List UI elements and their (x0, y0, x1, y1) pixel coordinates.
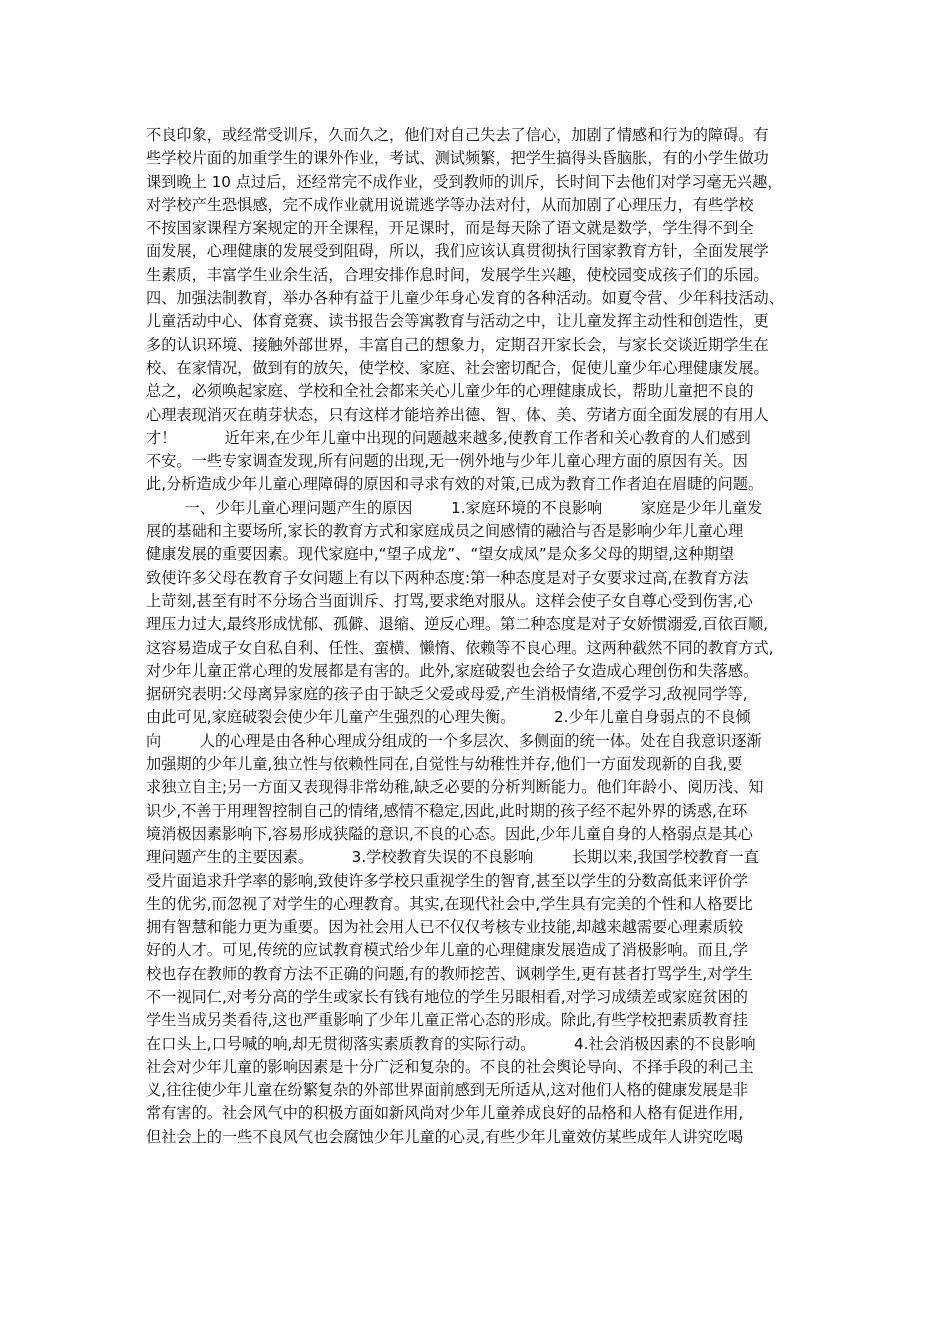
text-line: 此,分析造成少年儿童心理障碍的原因和寻求有效的对策,已成为教育工作者迫在眉睫的问题。 (146, 475, 764, 494)
text-line: 校也存在教师的教育方法不正确的问题,有的教师挖苦、讽刺学生,更有甚者打骂学生,对学生 (146, 964, 753, 983)
text-line: 健康发展的重要因素。现代家庭中,“望子成龙”、“望女成凤”是众多父母的期望,这种期望 (146, 545, 734, 564)
text-line: 加强期的少年儿童,独立性与依赖性同在,自觉性与幼稚性并存,他们一方面发现新的自我,要 (146, 755, 743, 774)
text-line: 心理表现消灭在萌芽状态，只有这样才能培养出德、智、体、美、劳诸方面全面发展的有用人 (146, 405, 769, 424)
text-line: 对少年儿童正常心理的发展都是有害的。此外,家庭破裂也会给子女造成心理创伤和失落感。 (146, 661, 759, 680)
text-line: 不一视同仁,对考分高的学生或家长有钱有地位的学生另眼相看,对学习成绩差或家庭贫困的 (146, 987, 748, 1006)
text-line: 义,往往使少年儿童在纷繁复杂的外部世界面前感到无所适从,这对他们人格的健康发展是非 (146, 1081, 748, 1100)
text-line: 境消极因素影响下,容易形成狭隘的意识,不良的心态。因此,少年儿童自身的人格弱点是其心 (146, 824, 753, 843)
text-line: 学生当成另类看待,这也严重影响了少年儿童正常心态的形成。除此,有些学校把素质教育挂 (146, 1011, 748, 1030)
text-line: 由此可见,家庭破裂会使少年儿童产生强烈的心理失衡。 2.少年儿童自身弱点的不良倾 (146, 708, 751, 727)
text-line: 才！ 近年来,在少年儿童中出现的问题越来越多,使教育工作者和关心教育的人们感到 (146, 428, 751, 447)
text-line: 受片面追求升学率的影响,致使许多学校只重视学生的智育,甚至以学生的分数高低来评价学 (146, 871, 748, 890)
text-line: 理压力过大,最终形成忧郁、孤僻、退缩、逆反心理。第二种态度是对子女娇惯溺爱,百依百顺, (146, 615, 768, 634)
text-line: 但社会上的一些不良风气也会腐蚀少年儿童的心灵,有些少年儿童效仿某些成年人讲究吃喝 (146, 1127, 744, 1146)
text-line: 这容易造成子女自私自利、任性、蛮横、懒惰、依赖等不良心理。这两种截然不同的教育方式, (146, 638, 774, 657)
text-line: 四、加强法制教育，举办各种有益于儿童少年身心发育的各种活动。如夏令营、少年科技活动、 (146, 289, 784, 308)
text-line: 不良印象，或经常受训斥，久而久之，他们对自己失去了信心，加剧了情感和行为的障碍。有 (146, 126, 769, 144)
text-line: 生的优劣,而忽视了对学生的心理教育。其实,在现代社会中,学生具有完美的个性和人格要比 (146, 894, 753, 913)
text-line: 不安。一些专家调查发现,所有问题的出现,无一例外地与少年儿童心理方面的原因有关。因 (146, 452, 748, 471)
text-line: 一、少年儿童心理问题产生的原因 1.家庭环境的不良影响 家庭是少年儿童发 (146, 498, 763, 517)
text-line: 理问题产生的主要因素。 3.学校教育失误的不良影响 长期以来,我国学校教育一直 (146, 848, 759, 867)
text-line: 对学校产生恐惧感，完不成作业就用说谎逃学等办法对付，从而加剧了心理压力，有些学校 (146, 195, 754, 214)
text-line: 儿童活动中心、体育竞赛、读书报告会等寓教育与活动之中，让儿童发挥主动性和创造性，更 (146, 312, 769, 331)
text-line: 生素质，丰富学生业余生活，合理安排作息时间，发展学生兴趣，使校园变成孩子们的乐园。 (146, 265, 769, 284)
text-line: 拥有智慧和能力更为重要。因为社会用人已不仅仅考核专业技能,却越来越需要心理素质较 (146, 918, 744, 937)
text-line: 不按国家课程方案规定的开全课程，开足课时，而是每天除了语文就是数学，学生得不到全 (146, 219, 754, 238)
text-line: 课到晚上 10 点过后，还经常完不成作业，受到教师的训斥，长时间下去他们对学习毫无兴趣， (146, 172, 783, 191)
text-line: 些学校片面的加重学生的课外作业，考试、测试频繁，把学生搞得头昏脑胀，有的小学生做功 (146, 149, 769, 168)
text-line: 求独立自主;另一方面又表现得非常幼稚,缺乏必要的分析判断能力。他们年龄小、阅历浅、知 (146, 778, 764, 797)
text-line: 社会对少年儿童的影响因素是十分广泛和复杂的。不良的社会舆论导向、不择手段的利己主 (146, 1057, 754, 1076)
text-line: 好的人才。可见,传统的应试教育模式给少年儿童的心理健康发展造成了消极影响。而且,学 (146, 941, 748, 960)
text-line: 面发展，心理健康的发展受到阻碍，所以，我们应该认真贯彻执行国家教育方针，全面发展学 (146, 242, 769, 261)
text-line: 常有害的。社会风气中的积极方面如新风尚对少年儿童养成良好的品格和人格有促进作用, (146, 1104, 744, 1123)
text-line: 多的认识环境、接触外部世界，丰富自己的想象力，定期召开家长会，与家长交谈近期学生在 (146, 335, 769, 354)
text-line: 据研究表明:父母离异家庭的孩子由于缺乏父爱或母爱,产生消极情绪,不爱学习,敌视同学等, (146, 685, 748, 704)
text-line: 校、在家情况，做到有的放矢，使学校、家庭、社会密切配合，促使儿童少年心理健康发展。 (146, 358, 769, 377)
text-line: 向 人的心理是由各种心理成分组成的一个多层次、多侧面的统一体。处在自我意识逐渐 (146, 731, 762, 750)
body-text (146, 124, 816, 1149)
text-line: 在口头上,口号喊的响,却无贯彻落实素质教育的实际行动。 4.社会消极因素的不良影响 (146, 1034, 756, 1053)
text-line: 展的基础和主要场所,家长的教育方式和家庭成员之间感情的融洽与否是影响少年儿童心理 (146, 522, 744, 541)
text-line: 致使许多父母在教育子女问题上有以下两种态度:第一种态度是对子女要求过高,在教育方法 (146, 568, 749, 587)
text-line: 上苛刻,甚至有时不分场合当面训斥、打骂,要求绝对服从。这样会使子女自尊心受到伤害,心 (146, 591, 753, 610)
text-line: 总之，必须唤起家庭、学校和全社会都来关心儿童少年的心理健康成长，帮助儿童把不良的 (146, 382, 754, 401)
text-line: 识少,不善于用理智控制自己的情绪,感情不稳定,因此,此时期的孩子经不起外界的诱惑,在环 (146, 801, 748, 820)
